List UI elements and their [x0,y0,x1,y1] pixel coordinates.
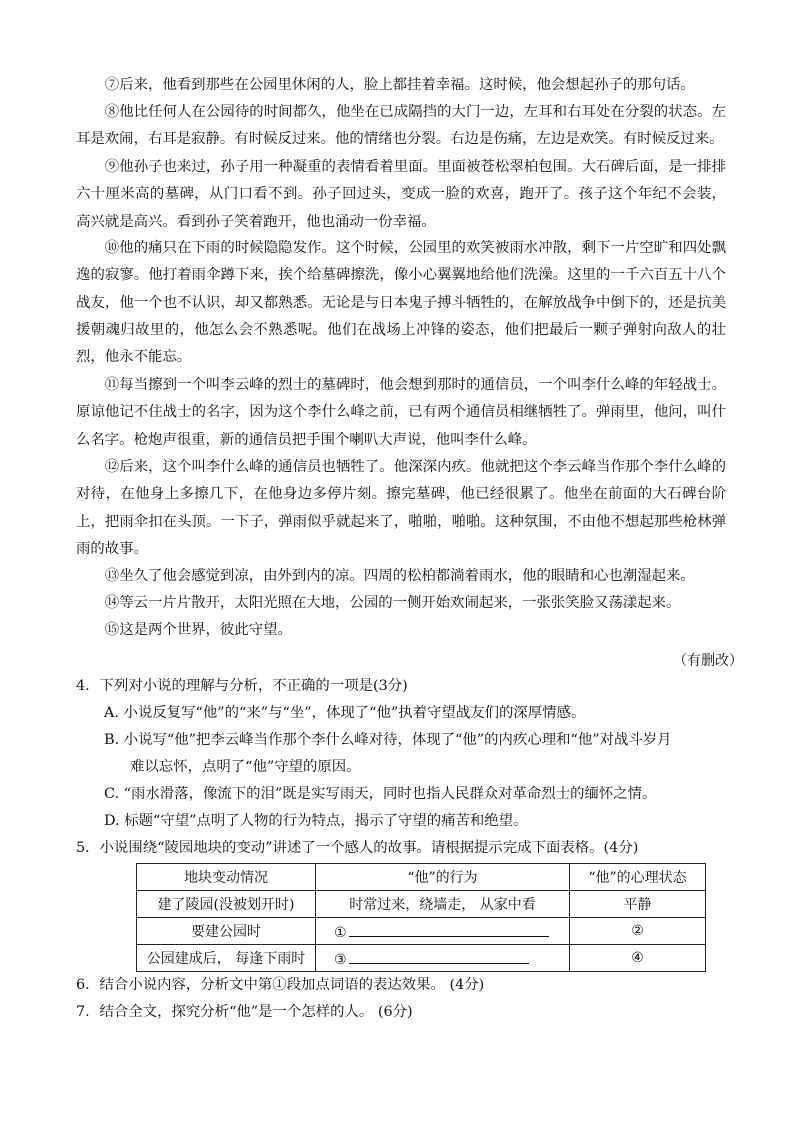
question-7-stem: 7．结合全文，探究分析“他”是一个怎样的人。 (6分) [76,1004,413,1020]
option-label: B. [104,732,120,748]
option-text: 小说写“他”把李云峰当作那个李什么峰对待，体现了“他”的内疚心理和“他”对战斗岁月 [123,732,672,748]
blank-marker: ① [334,924,347,941]
table-header-cell: “他”的心理状态 [570,864,706,891]
story-paragraph-13: ⑬坐久了他会感觉到凉，由外到内的凉。四周的松柏都淌着雨水，他的眼睛和心也潮湿起来。 [104,568,695,584]
story-paragraph-7: ⑦后来，他看到那些在公园里休闲的人，脸上都挂着幸福。这时候，他会想起孙子的那句话。 [104,77,695,93]
question-4-option-d [104,808,724,835]
answer-blank-line[interactable] [349,949,529,964]
abridged-note: （有删改） [673,653,743,669]
table-header-row [137,864,706,891]
table-cell: 建了陵园(没被划开时) [137,891,316,918]
story-paragraph-14: ⑭等云一片片散开，太阳光照在大地，公园的一侧开始欢闹起来，一张张笑脸又荡漾起来。 [104,595,681,611]
table-header-cell: 地块变动情况 [137,864,316,891]
table-cell[interactable]: ② [570,918,706,945]
story-paragraph-12: ⑫后来，这个叫李什么峰的通信员也牺牲了。他深深内疚。他就把这个李云峰当作那个李什么峰的对待，在他身上多擦几下，在他身边多停片刻。擦完墓碑，他已经很累了。他坐在前面的大石碑台阶上，把雨伞扣在头顶。一下子，弹雨似乎就起来了，啪啪，啪啪。这种氛围，不由他不想起那些枪林弹雨的故事。 [76,459,726,557]
option-label: D. [104,813,120,829]
story-paragraph-15: ⑮这是两个世界，彼此守望。 [104,622,292,638]
story-paragraph-9: ⑨他孙子也来过，孙子用一种凝重的表情看着里面。里面被苍松翠柏包围。大石碑后面，是一排排六十厘米高的墓碑，从门口看不到。孙子回过头，变成一脸的欢喜，跑开了。孩子这个年纪不会装， 高兴就是高兴。看到孙子笑着跑开，他也涌动一份幸福。 [76,159,726,230]
table-row [137,945,706,972]
option-text: 标题“守望”点明了人物的行为特点，揭示了守望的痛苦和绝望。 [124,813,528,829]
blank-marker: ③ [334,951,347,968]
table-cell[interactable]: ④ [570,945,706,972]
story-paragraph-11: ⑪每当擦到一个叫李云峰的烈士的墓碑时，他会想到那时的通信员，一个叫李什么峰的年轻战士。原谅他记不住战士的名字，因为这个李什么峰之前，已有两个通信员相继牺牲了。弹雨里，他问，叫什么名字。枪炮声很重，新的通信员把手围个喇叭大声说，他叫李什么峰。 [76,377,726,448]
table-row [137,918,706,945]
story-paragraph-8: ⑧他比任何人在公园待的时间都久，他坐在已成隔挡的大门一边，左耳和右耳处在分裂的状态。左耳是欢闹，右耳是寂静。有时候反过来。他的情绪也分裂。右边是伤痛，左边是欢笑。有时候反过来。 [76,104,726,148]
question-4-option-b [104,727,724,781]
question-4-option-a [104,700,724,727]
table-cell: 平静 [570,891,706,918]
option-text: 小说反复写“他”的“来”与“坐”，体现了“他”执着守望战友们的深厚情感。 [123,705,586,721]
question-6-stem: 6．结合小说内容，分析文中第①段加点词语的表达效果。 (4分) [76,977,485,993]
answer-blank-cell[interactable] [316,918,570,945]
question-5-table [136,863,706,972]
option-label: A. [104,705,119,721]
option-label: C. [104,786,120,802]
table-header-cell: “他”的行为 [316,864,570,891]
answer-blank-line[interactable] [349,922,549,937]
question-5-stem: 5．小说围绕“陵园地块的变动”讲述了一个感人的故事。请根据提示完成下面表格。(4分) [76,840,639,856]
table-row [137,891,706,918]
answer-blank-cell[interactable] [316,945,570,972]
table-cell: 时常过来，绕墙走， 从家中看 [316,891,570,918]
question-4-option-c [104,781,724,808]
option-text-continued: 难以忘怀，点明了“他”守望的原因。 [130,759,361,775]
question-4-stem: 4．下列对小说的理解与分析，不正确的一项是(3分) [76,678,408,694]
option-text: “雨水滑落，像流下的泪”既是实写雨天，同时也指人民群众对革命烈士的缅怀之情。 [123,786,657,802]
table-cell: 要建公园时 [137,918,316,945]
story-paragraph-10: ⑩他的痛只在下雨的时候隐隐发作。这个时候，公园里的欢笑被雨水冲散，剩下一片空旷和四处飘逸的寂寥。他打着雨伞蹲下来，挨个给墓碑擦洗，像小心翼翼地给他们洗澡。这里的一千六百五十八个战友，他一个也不认识，却又都熟悉。无论是与日本鬼子搏斗牺牲的，在解放战争中倒下的，还是抗美援朝魂归故里的，他怎么会不熟悉呢。他们在战场上冲锋的姿态，他们把最后一颗子弹射向敌人的壮烈，他永不能忘。 [76,240,726,366]
table-cell: 公园建成后， 每逢下雨时 [137,945,316,972]
